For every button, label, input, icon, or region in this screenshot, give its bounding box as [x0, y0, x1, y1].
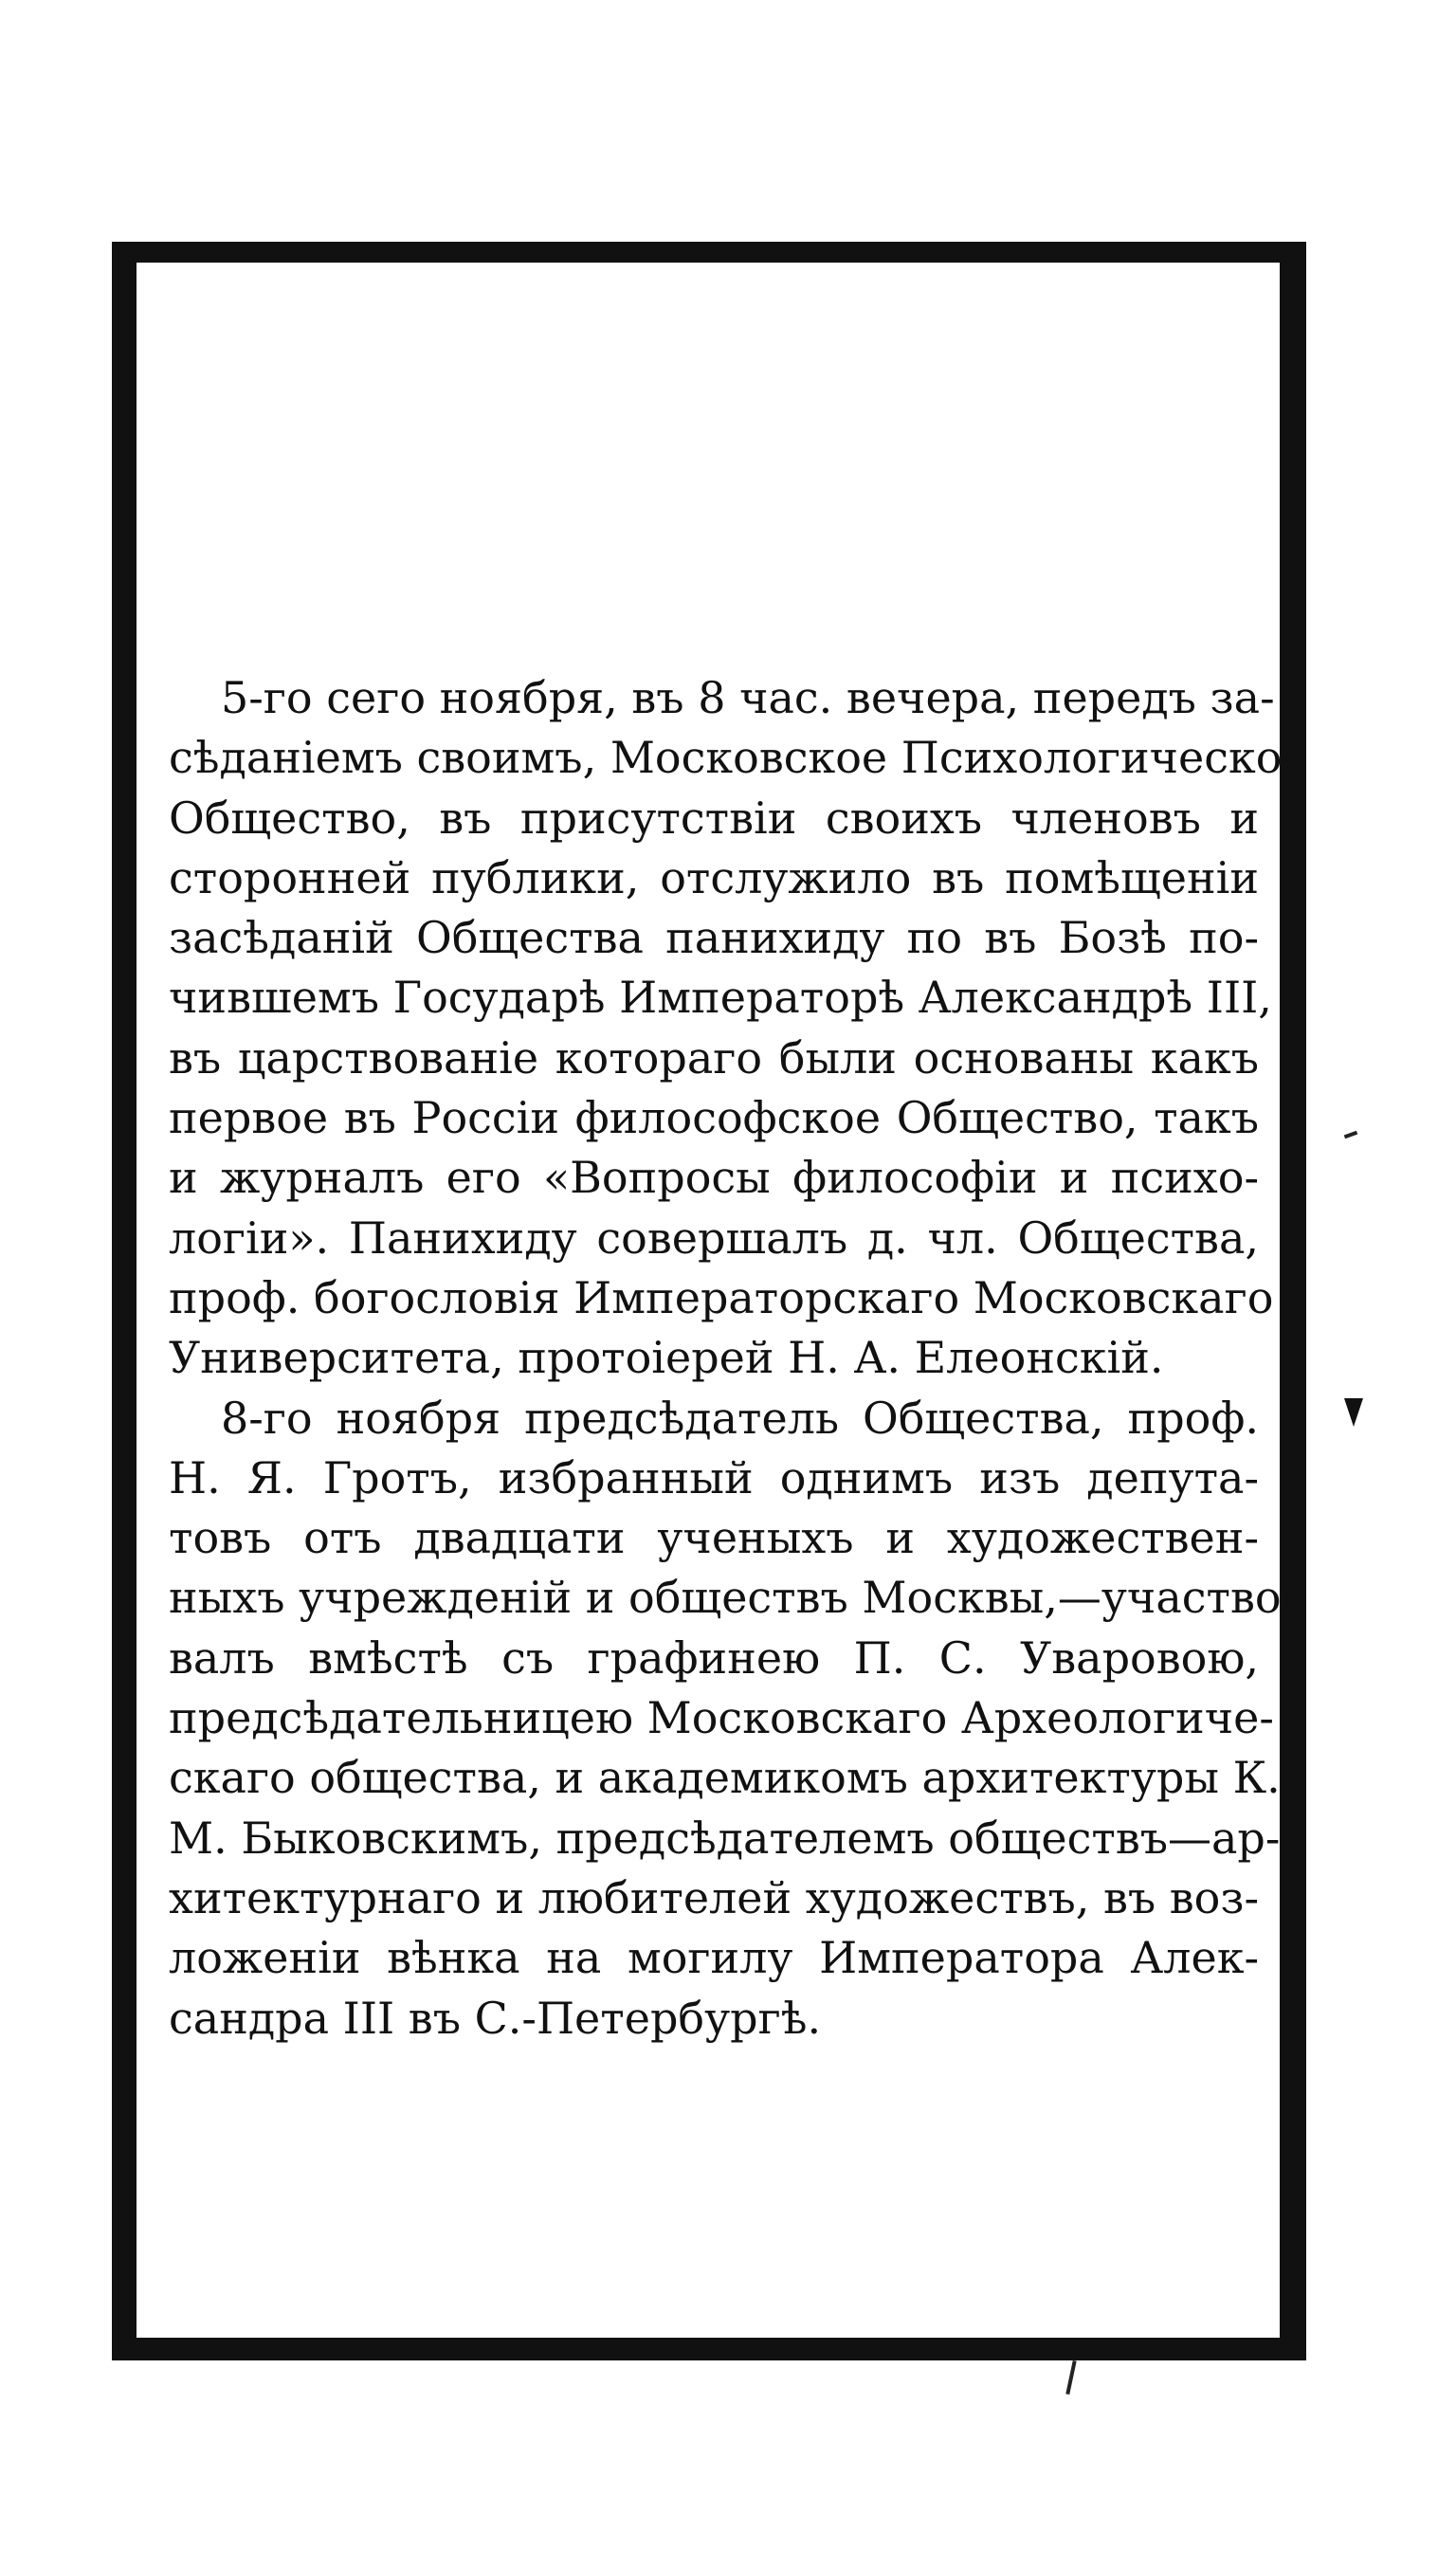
text-line: сандра III въ С.-Петербургѣ. — [169, 1992, 822, 2044]
text-line: скаго общества, и академикомъ архитектуры К. — [169, 1752, 1281, 1804]
paragraph-memorial-service — [169, 668, 1308, 1389]
text-line: М. Быковскимъ, предсѣдателемъ обществъ—ар- — [169, 1812, 1281, 1864]
text-line: товъ отъ двадцати ученыхъ и художествен- — [169, 1512, 1259, 1564]
text-line: Н. Я. Гротъ, избранный однимъ изъ депута- — [169, 1451, 1259, 1503]
text-line: Университета, протоіерей Н. А. Елеонскій. — [169, 1332, 1164, 1384]
text-line: проф. богословія Императорскаго Московскаго — [169, 1271, 1274, 1323]
text-line: сѣданіемъ своимъ, Московское Психологическое — [169, 732, 1308, 784]
text-line: первое въ Россіи философское Общество, такъ — [169, 1092, 1259, 1144]
text-line: валъ вмѣстѣ съ графинею П. С. Уваровою, — [169, 1631, 1259, 1684]
text-line: засѣданій Общества панихиду по въ Бозѣ по- — [169, 912, 1259, 964]
text-line: 5-го сего ноября, въ 8 час. вечера, передъ за- — [221, 672, 1275, 723]
margin-dash-mark — [1344, 1131, 1358, 1139]
paragraph-wreath-laying — [169, 1389, 1297, 2049]
text-line: чившемъ Государѣ Императорѣ Александрѣ III, — [169, 972, 1272, 1024]
text-line: и журналъ его «Вопросы философіи и психо- — [169, 1152, 1259, 1204]
text-line: предсѣдательницею Московскаго Археологиче- — [169, 1692, 1274, 1744]
text-line: хитектурнаго и любителей художествъ, въ воз- — [169, 1871, 1259, 1923]
text-line: сторонней публики, отслужило въ помѣщеніи — [169, 851, 1259, 903]
text-line: Общество, въ присутствіи своихъ членовъ и — [169, 792, 1259, 844]
text-line: ныхъ учрежденій и обществъ Москвы,—участво- — [169, 1572, 1297, 1624]
announcement-text — [169, 668, 1308, 2049]
text-line: ложеніи вѣнка на могилу Императора Алек- — [169, 1932, 1259, 1984]
margin-arrow-mark — [1344, 1398, 1363, 1427]
text-line: логіи». Панихиду совершалъ д. чл. Общества, — [169, 1212, 1259, 1264]
text-line: въ царствованіе котораго были основаны какъ — [169, 1031, 1259, 1084]
margin-tick-mark — [1065, 2360, 1076, 2395]
text-line: 8-го ноября предсѣдатель Общества, проф. — [221, 1392, 1259, 1444]
